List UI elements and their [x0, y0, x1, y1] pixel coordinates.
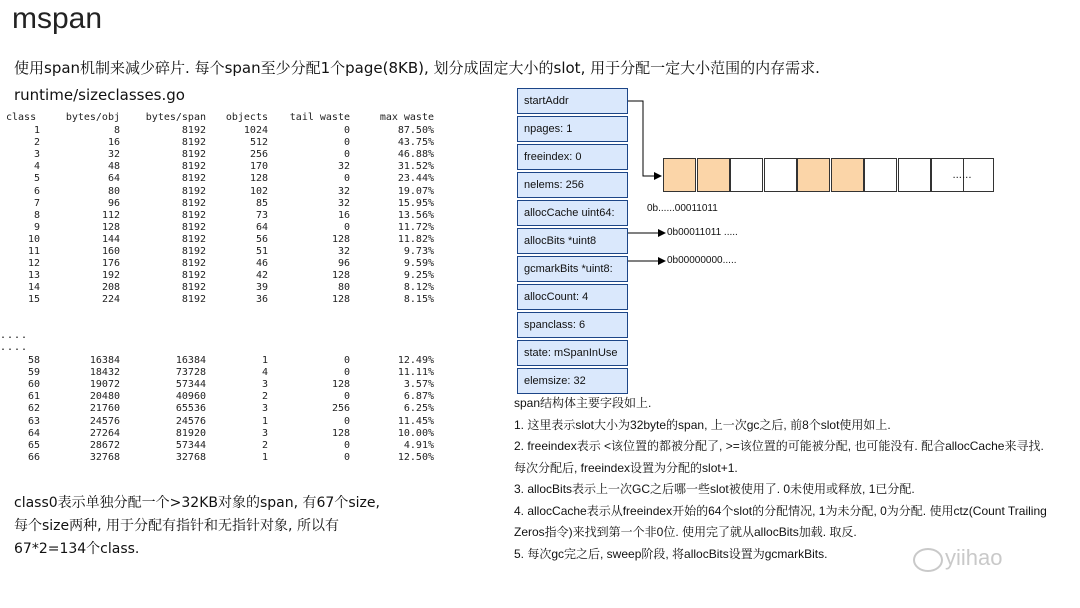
table-ellipsis: ....	[0, 342, 29, 353]
table-cell: 0	[343, 149, 350, 161]
table-cell: 8.15%	[403, 294, 434, 306]
table-cell: 8	[113, 125, 120, 136]
table-header-cell: objects	[225, 112, 268, 123]
page-title: mspan	[12, 2, 103, 35]
table-cell: 59	[27, 367, 40, 379]
table-cell: 3	[261, 427, 268, 439]
table-cell: 18432	[89, 367, 120, 379]
table-cell: 8192	[181, 258, 206, 270]
table-cell: 64	[27, 427, 40, 439]
class0-note: class0表示单独分配一个>32KB对象的span, 有67个size, 每个size两种, 用于分配有指针和无指针对象, 所以有67*2=134个class.	[14, 495, 380, 557]
table-cell: 6	[33, 185, 40, 197]
table-cell: 28672	[89, 439, 120, 451]
span-field: state: mSpanInUse	[517, 340, 628, 366]
table-cell: 9.25%	[403, 270, 434, 282]
table-cell: 51	[255, 246, 268, 257]
table-cell: 31.52%	[397, 161, 434, 173]
slot-free	[730, 158, 763, 192]
table-cell: 208	[101, 282, 120, 294]
table-cell: 8192	[181, 161, 206, 173]
span-field: allocBits *uint8	[517, 228, 628, 254]
table-cell: 80	[337, 282, 350, 294]
table-cell: 224	[101, 294, 120, 306]
span-field: nelems: 256	[517, 172, 628, 198]
table-cell: 0	[343, 137, 350, 149]
table-cell: 6.87%	[403, 391, 434, 403]
table-cell: 128	[331, 427, 350, 439]
table-cell: 32	[107, 149, 120, 161]
table-cell: 9.73%	[403, 246, 434, 257]
note-line: 1. 这里表示slot大小为32byte的span, 上一次gc之后, 前8个slot使用如上.	[514, 417, 891, 432]
table-cell: 13.56%	[397, 209, 434, 221]
table-cell: 1	[261, 451, 268, 463]
table-header-cell: tail waste	[289, 112, 350, 123]
table-cell: 63	[27, 415, 40, 427]
table-cell: 24576	[175, 415, 206, 427]
table-cell: 5	[33, 173, 40, 185]
table-cell: 46.88%	[397, 149, 434, 161]
slot-used	[831, 158, 864, 192]
span-field: allocCount: 4	[517, 284, 628, 310]
table-cell: 128	[331, 233, 350, 245]
table-cell: 1	[261, 355, 268, 366]
table-cell: 66	[27, 451, 40, 463]
table-cell: 8	[33, 209, 40, 221]
table-cell: 58	[27, 355, 40, 366]
table-cell: 8192	[181, 173, 206, 185]
table-cell: 0	[343, 367, 350, 379]
table-cell: 8192	[181, 282, 206, 294]
table-cell: 10.00%	[397, 427, 434, 439]
table-cell: 8192	[181, 246, 206, 257]
note-line: 5. 每次gc完之后, sweep阶段, 将allocBits设置为gcmarkBits.	[514, 546, 828, 561]
table-cell: 176	[101, 258, 120, 270]
table-cell: 0	[343, 439, 350, 451]
table-cell: 24576	[89, 415, 120, 427]
table-cell: 8192	[181, 149, 206, 161]
table-cell: 60	[27, 379, 40, 391]
alloccache-bits: 0b......00011011	[647, 203, 718, 214]
table-cell: 19072	[89, 379, 120, 391]
table-cell: 65536	[175, 403, 206, 415]
table-cell: 6.25%	[403, 403, 434, 415]
wechat-icon	[913, 548, 943, 572]
table-cell: 192	[101, 270, 120, 282]
table-cell: 43.75%	[397, 137, 434, 149]
slot-ellipsis: ......	[930, 158, 994, 192]
table-cell: 2	[261, 439, 268, 451]
table-cell: 0	[343, 391, 350, 403]
table-cell: 2	[261, 391, 268, 403]
table-cell: 3	[261, 403, 268, 415]
slot-used	[663, 158, 696, 192]
table-cell: 8192	[181, 125, 206, 136]
table-cell: 11.45%	[397, 415, 434, 427]
span-field: freeindex: 0	[517, 144, 628, 170]
table-cell: 8192	[181, 294, 206, 306]
table-cell: 256	[331, 403, 350, 415]
table-cell: 21760	[89, 403, 120, 415]
table-cell: 8192	[181, 270, 206, 282]
table-cell: 170	[249, 161, 268, 173]
table-cell: 73	[255, 209, 268, 221]
table-cell: 0	[343, 415, 350, 427]
startaddr-arrow	[628, 101, 661, 176]
table-cell: 16	[337, 209, 350, 221]
table-cell: 64	[107, 173, 120, 185]
table-cell: 15.95%	[397, 197, 434, 209]
table-cell: 62	[27, 403, 40, 415]
table-cell: 0	[343, 221, 350, 233]
table-cell: 27264	[89, 427, 120, 439]
span-field: npages: 1	[517, 116, 628, 142]
slot-free	[898, 158, 931, 192]
table-cell: 3	[261, 379, 268, 391]
table-header-cell: bytes/span	[145, 112, 206, 123]
table-header-cell: max waste	[379, 112, 434, 123]
table-cell: 128	[101, 221, 120, 233]
table-cell: 8192	[181, 185, 206, 197]
table-cell: 64	[255, 221, 268, 233]
table-cell: 102	[249, 185, 268, 197]
table-cell: 4	[33, 161, 40, 173]
notes-list	[514, 393, 1054, 565]
span-field: startAddr	[517, 88, 628, 114]
table-cell: 65	[27, 439, 40, 451]
table-cell: 160	[101, 246, 120, 257]
table-cell: 1	[33, 125, 40, 136]
table-cell: 80	[107, 185, 120, 197]
slot-free	[764, 158, 797, 192]
note-line: 4. allocCache表示从freeindex开始的64个slot的分配情况, 1为未分配, 0为分配. 使用ctz(Count Trailing Zeros指令)来找到第一个非0位. 使用完了就从allocBits加载. 取反.	[514, 503, 1047, 539]
table-cell: 15	[27, 294, 40, 306]
watermark: yiihao	[945, 545, 1003, 570]
slot-used	[797, 158, 830, 192]
table-cell: 0	[343, 355, 350, 366]
table-cell: 32768	[89, 451, 120, 463]
table-header-cell: bytes/obj	[65, 112, 120, 123]
table-cell: 8192	[181, 209, 206, 221]
table-cell: 112	[101, 209, 120, 221]
table-cell: 73728	[175, 367, 206, 379]
table-cell: 8192	[181, 197, 206, 209]
table-cell: 11	[27, 246, 40, 257]
span-field: spanclass: 6	[517, 312, 628, 338]
table-cell: 96	[337, 258, 350, 270]
span-field: allocCache uint64:	[517, 200, 628, 226]
table-cell: 40960	[175, 391, 206, 403]
table-cell: 128	[331, 294, 350, 306]
table-cell: 128	[249, 173, 268, 185]
slot-used	[697, 158, 730, 192]
table-cell: 56	[255, 233, 268, 245]
slot-free	[864, 158, 897, 192]
table-cell: 32	[337, 246, 350, 257]
table-cell: 11.82%	[397, 233, 434, 245]
table-cell: 14	[27, 282, 40, 294]
table-cell: 96	[107, 197, 120, 209]
table-cell: 144	[101, 233, 120, 245]
table-cell: 57344	[175, 439, 206, 451]
table-header-cell: class	[6, 112, 37, 123]
table-cell: 0	[343, 173, 350, 185]
table-cell: 16	[107, 137, 120, 149]
span-field: gcmarkBits *uint8:	[517, 256, 628, 282]
table-cell: 0	[343, 125, 350, 136]
table-cell: 12	[27, 258, 40, 270]
table-cell: 61	[27, 391, 40, 403]
span-field: elemsize: 32	[517, 368, 628, 394]
table-cell: 36	[255, 294, 268, 306]
table-cell: 8192	[181, 137, 206, 149]
table-cell: 32	[337, 161, 350, 173]
table-cell: 13	[27, 270, 40, 282]
table-cell: 32768	[175, 451, 206, 463]
table-cell: 32	[337, 185, 350, 197]
table-cell: 256	[249, 149, 268, 161]
table-cell: 1024	[243, 125, 268, 136]
table-cell: 8.12%	[403, 282, 434, 294]
note-line: span结构体主要字段如上.	[514, 396, 652, 410]
note-line: 2. freeindex表示 <该位置的都被分配了, >=该位置的可能被分配, 也可能没有. 配合allocCache来寻找. 每次分配后, freeindex设置为分配的slot+1.	[514, 439, 1044, 475]
table-cell: 85	[255, 197, 268, 209]
table-cell: 46	[255, 258, 268, 270]
intro-text: 使用span机制来减少碎片. 每个span至少分配1个page(8KB), 划分成固定大小的slot, 用于分配一定大小范围的内存需求.	[14, 59, 820, 77]
note-line: 3. allocBits表示上一次GC之后哪一些slot被使用了. 0未使用或释放, 1已分配.	[514, 482, 915, 496]
table-cell: 11.11%	[397, 367, 434, 379]
table-cell: 57344	[175, 379, 206, 391]
table-cell: 42	[255, 270, 268, 282]
allocbits-bits: 0b00011011 .....	[667, 227, 738, 238]
table-cell: 1	[261, 415, 268, 427]
table-cell: 12.50%	[397, 451, 434, 463]
table-cell: 16384	[89, 355, 120, 366]
table-cell: 3.57%	[403, 379, 434, 391]
table-cell: 128	[331, 270, 350, 282]
table-cell: 9.59%	[403, 258, 434, 270]
table-cell: 81920	[175, 427, 206, 439]
table-cell: 512	[249, 137, 268, 149]
table-cell: 2	[33, 137, 40, 149]
table-cell: 9	[33, 221, 40, 233]
table-ellipsis: ....	[0, 330, 29, 341]
table-cell: 12.49%	[397, 355, 434, 366]
gcmarkbits-bits: 0b00000000.....	[667, 255, 737, 266]
table-cell: 32	[337, 197, 350, 209]
table-cell: 10	[27, 233, 40, 245]
table-cell: 48	[107, 161, 120, 173]
table-cell: 4.91%	[403, 439, 434, 451]
table-cell: 8192	[181, 233, 206, 245]
table-cell: 3	[33, 149, 40, 161]
table-cell: 87.50%	[397, 125, 434, 136]
table-cell: 20480	[89, 391, 120, 403]
table-cell: 7	[33, 197, 40, 209]
table-cell: 0	[343, 451, 350, 463]
table-cell: 128	[331, 379, 350, 391]
table-cell: 4	[261, 367, 268, 379]
table-cell: 8192	[181, 221, 206, 233]
table-cell: 19.07%	[397, 185, 434, 197]
table-cell: 39	[255, 282, 268, 294]
table-cell: 16384	[175, 355, 206, 366]
table-cell: 23.44%	[397, 173, 434, 185]
table-cell: 11.72%	[397, 221, 434, 233]
source-file-path: runtime/sizeclasses.go	[14, 86, 185, 104]
